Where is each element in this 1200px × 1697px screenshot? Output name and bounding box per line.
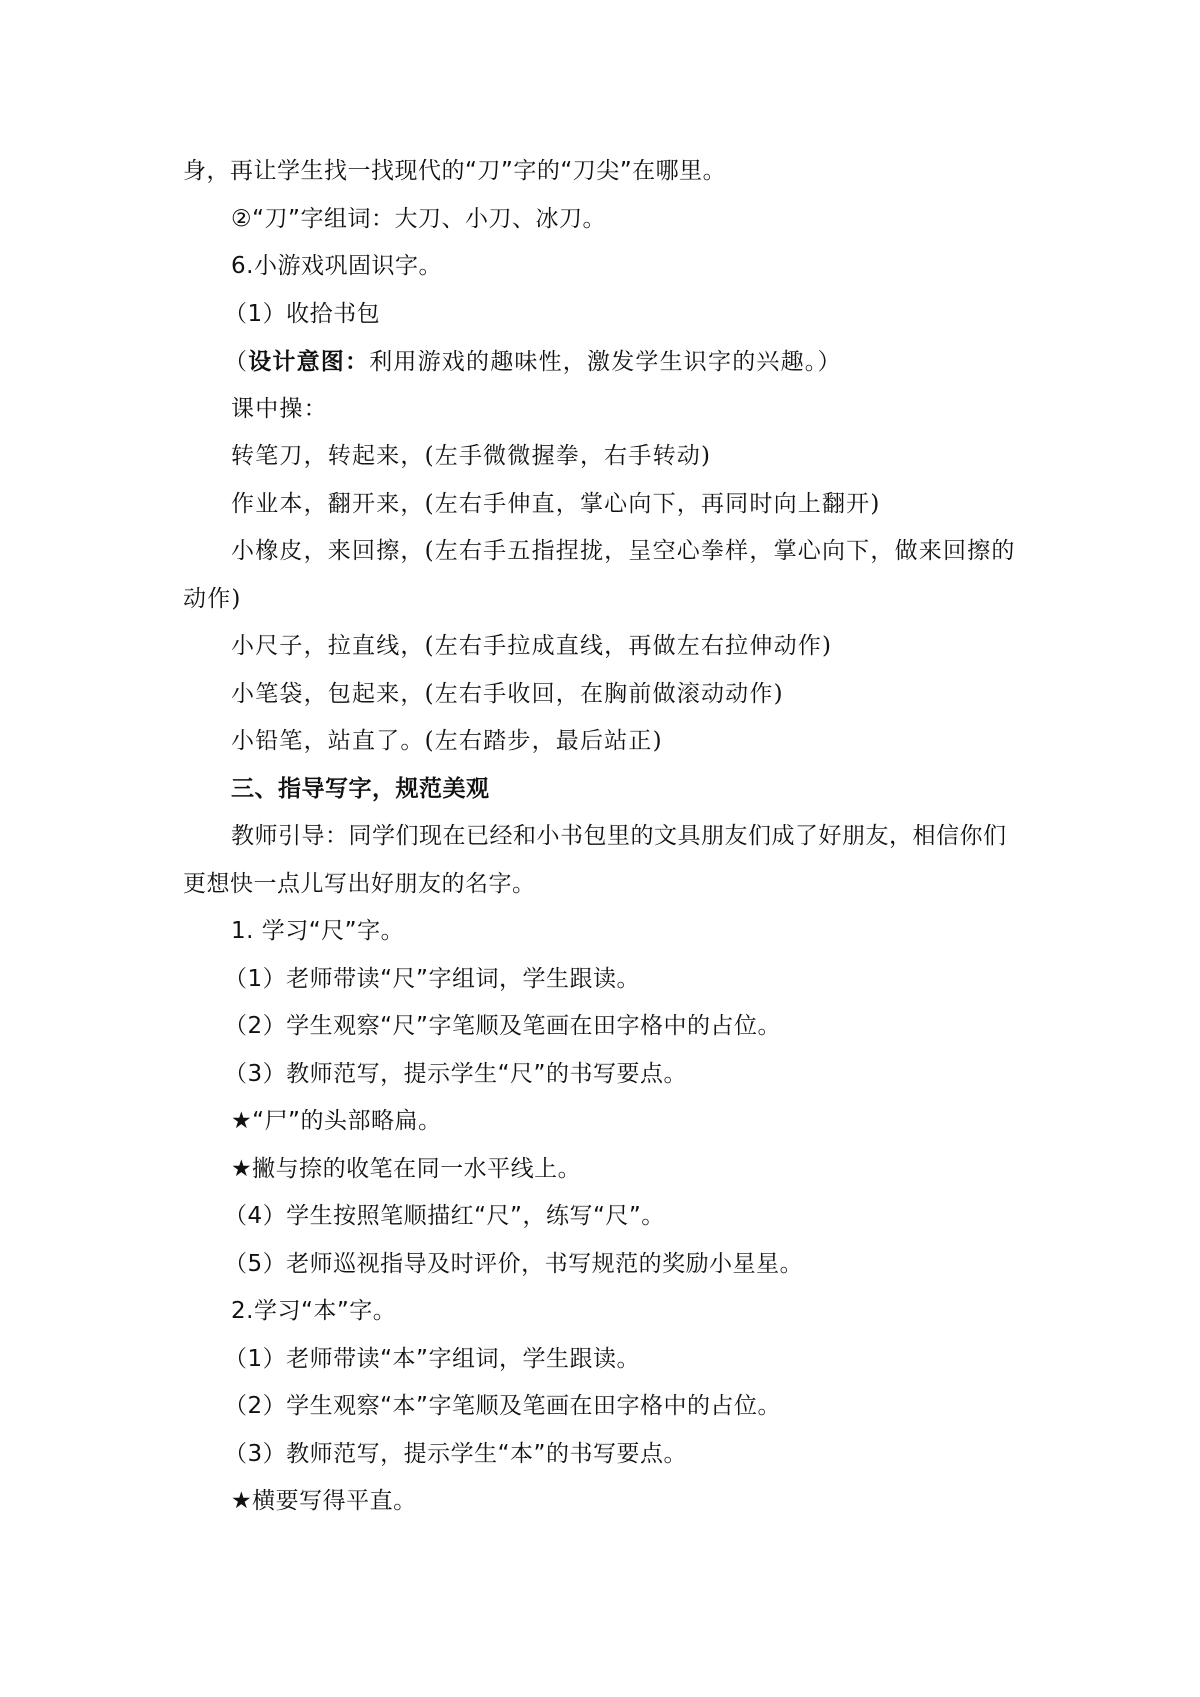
- design-intent-label: 设计意图：: [248, 348, 370, 375]
- paragraph-line: （3）教师范写，提示学生“本”的书写要点。: [224, 1440, 687, 1467]
- star-point-line: ★“尸”的头部略扁。: [231, 1108, 442, 1134]
- paragraph-line: 身，再让学生找一找现代的“刀”字的“刀尖”在哪里。: [183, 158, 727, 184]
- document-body: [183, 148, 1019, 1526]
- paragraph-line: ②“刀”字组词：大刀、小刀、冰刀。: [231, 205, 606, 232]
- exercise-line: 作业本，翻开来，(左右手伸直，掌心向下，再同时向上翻开): [231, 490, 881, 517]
- section-heading: 三、指导写字，规范美观: [231, 775, 490, 802]
- star-point-line: ★横要写得平直。: [231, 1488, 417, 1514]
- paragraph-line: （1）老师带读“尺”字组词，学生跟读。: [224, 965, 640, 992]
- exercise-line: 动作): [183, 585, 242, 612]
- paragraph-line: 更想快一点儿写出好朋友的名字。: [183, 870, 536, 897]
- design-intent-open: （: [224, 349, 249, 375]
- paragraph-line: （2）学生观察“尺”字笔顺及笔画在田字格中的占位。: [224, 1013, 781, 1039]
- exercise-line: 小尺子，拉直线，(左右手拉成直线，再做左右拉伸动作): [231, 633, 833, 659]
- paragraph-line: （5）老师巡视指导及时评价，书写规范的奖励小星星。: [224, 1250, 804, 1277]
- paragraph-line: （3）教师范写，提示学生“尺”的书写要点。: [224, 1060, 687, 1087]
- paragraph-line: 2.学习“本”字。: [231, 1298, 397, 1324]
- paragraph-line: 教师引导：同学们现在已经和小书包里的文具朋友们成了好朋友，相信你们: [231, 823, 1007, 849]
- exercise-heading: 课中操：: [231, 395, 328, 422]
- design-intent-text: 利用游戏的趣味性，激发学生识字的兴趣。）: [369, 349, 842, 375]
- paragraph-line: （1）收拾书包: [224, 300, 381, 327]
- exercise-line: 小笔袋，包起来，(左右手收回，在胸前做滚动动作): [231, 680, 784, 707]
- paragraph-line: 6.小游戏巩固识字。: [231, 253, 442, 279]
- paragraph-line: （1）老师带读“本”字组词，学生跟读。: [224, 1345, 640, 1372]
- paragraph-line: 1. 学习“尺”字。: [231, 918, 405, 944]
- exercise-line: 小铅笔，站直了。(左右踏步，最后站正): [231, 728, 663, 754]
- exercise-line: 转笔刀，转起来，(左手微微握拳，右手转动): [231, 443, 712, 469]
- design-intent-line: [183, 338, 1019, 386]
- paragraph-line: （4）学生按照笔顺描红“尺”，练写“尺”。: [224, 1203, 665, 1229]
- star-point-line: ★撇与捺的收笔在同一水平线上。: [231, 1155, 582, 1182]
- paragraph-line: （2）学生观察“本”字笔顺及笔画在田字格中的占位。: [224, 1393, 781, 1419]
- exercise-line: 小橡皮，来回擦，(左右手五指捏拢，呈空心拳样，掌心向下，做来回擦的: [231, 538, 1016, 564]
